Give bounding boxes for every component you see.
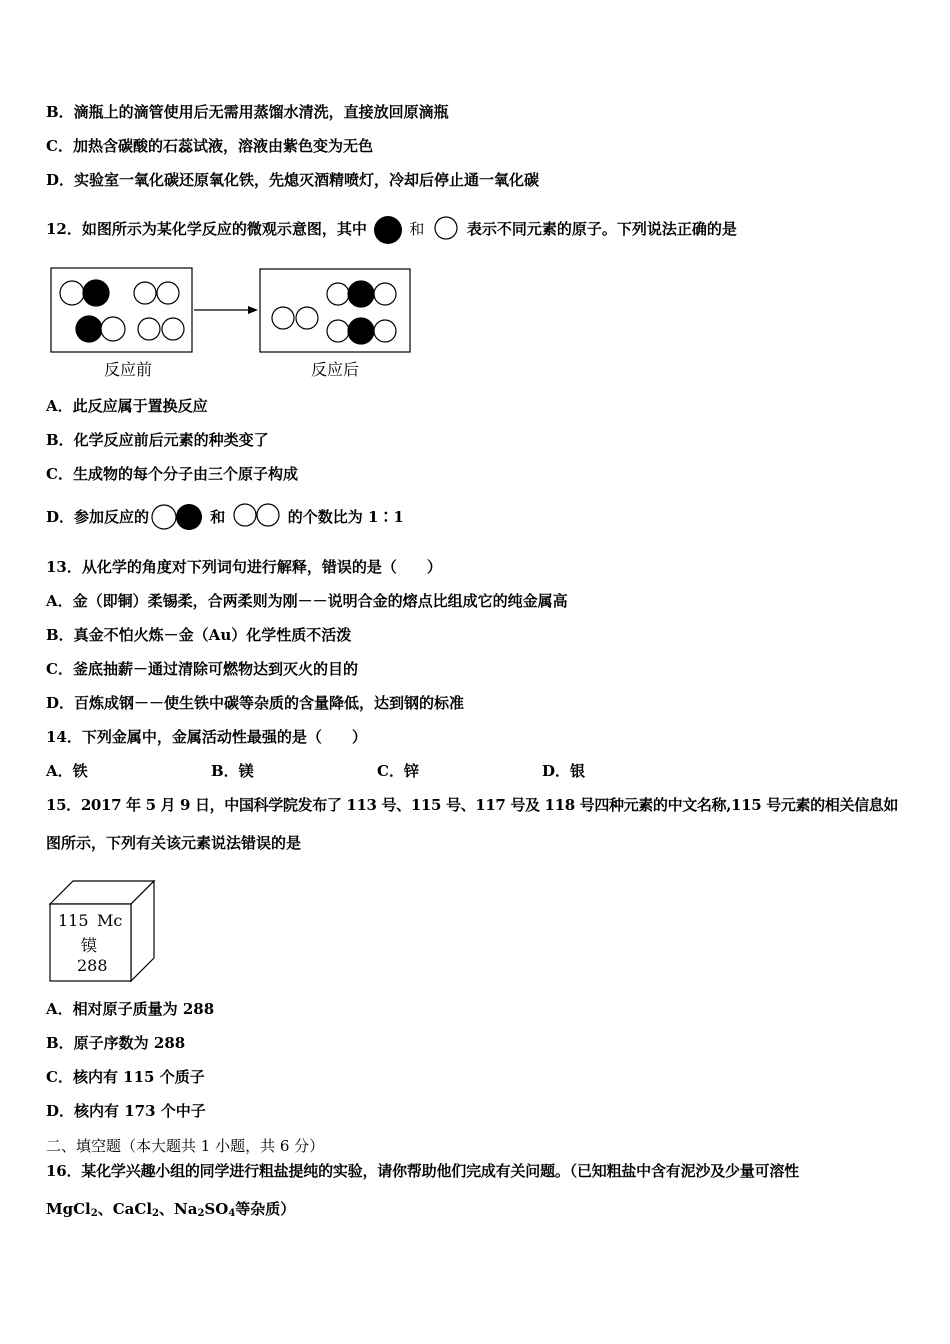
q12-option-c: C．生成物的每个分子由三个原子构成 [46,465,298,483]
molecule-white-black-icon [149,503,205,533]
q15-option-a: A．相对原子质量为 288 [46,1000,215,1018]
q12-stem [46,214,737,246]
q11-option-d: D．实验室一氧化碳还原氧化铁，先熄灭酒精喷灯，冷却后停止通一氧化碳 [46,171,540,189]
q12-option-d [46,502,404,533]
q13-option-b: B．真金不怕火炼－金（Au）化学性质不活泼 [46,626,352,644]
q14-option-b: B．镁 [211,762,254,780]
q13-option-d: D．百炼成钢－－使生铁中碳等杂质的含量降低，达到钢的标准 [46,694,465,712]
q16-tail: 等杂质） [235,1200,296,1218]
q11-option-b: B．滴瓶上的滴管使用后无需用蒸馏水清洗，直接放回原滴瓶 [46,103,449,121]
formula-cacl2: CaCl$_2$ [112,1200,159,1219]
reaction-diagram [48,266,413,356]
element-name: 镆 [81,936,98,955]
q15-stem-line2: 图所示，下列有关该元素说法错误的是 [46,834,302,852]
element-atomic-number: 115 [58,911,89,930]
element-atomic-mass: 288 [77,956,108,975]
q16-stem-line2: MgCl$_2$、CaCl$_2$、$Na_2SO_4$等杂质） [46,1200,296,1219]
q11-option-c: C．加热含碳酸的石蕊试液，溶液由紫色变为无色 [46,137,373,155]
q14-stem: 14．下列金属中，金属活动性最强的是（ ） [46,728,367,746]
label-before-reaction: 反应前 [104,360,153,379]
q12-stem-part2: 表示不同元素的原子。下列说法正确的是 [466,220,737,238]
q13-option-a: A．金（即铜）柔锡柔，合两柔则为刚－－说明合金的熔点比组成它的纯金属高 [46,592,568,610]
section-title: 二、填空题（本大题共 1 小题，共 6 分） [46,1137,325,1155]
q13-stem: 13．从化学的角度对下列词句进行解释，错误的是（ ） [46,558,442,576]
q12-option-d-suffix: 的个数比为 1∶1 [287,508,404,526]
white-atom-icon [430,214,462,246]
formula-mgcl2: MgCl$_2$ [46,1200,98,1219]
molecule-white-white-icon [231,503,283,533]
q15-option-d: D．核内有 173 个中子 [46,1102,206,1120]
label-after-reaction: 反应后 [311,360,360,379]
q16-stem-line1: 16．某化学兴趣小组的同学进行粗盐提纯的实验，请你帮助他们完成有关问题。（已知粗盐中含有泥沙及少量可溶性 [46,1162,799,1180]
q15-option-c: C．核内有 115 个质子 [46,1068,205,1086]
formula-na2so4: $Na_2SO_4$ [174,1200,236,1219]
q12-stem-and: 和 [409,220,425,238]
q12-stem-part1: 12．如图所示为某化学反应的微观示意图，其中 [46,220,367,238]
q12-option-a: A．此反应属于置换反应 [46,397,208,415]
q15-stem-line1: 15．2017 年 5 月 9 日，中国科学院发布了 113 号、115 号、117 号及 118 号四种元素的中文名称,115 号元素的相关信息如 [46,796,899,814]
q13-option-c: C．釜底抽薪－通过清除可燃物达到灭火的目的 [46,660,358,678]
q12-option-d-prefix: D．参加反应的 [46,508,150,526]
q14-option-a: A．铁 [46,762,88,780]
q12-option-b: B．化学反应前后元素的种类变了 [46,431,269,449]
q14-option-c: C．锌 [377,762,419,780]
element-cube [48,878,158,984]
black-atom-icon [372,214,404,246]
q15-option-b: B．原子序数为 288 [46,1034,186,1052]
after-molecules [272,281,396,344]
element-symbol: Mc [97,911,123,930]
before-molecules [60,280,184,342]
q14-option-d: D．银 [542,762,586,780]
q12-option-d-and: 和 [210,508,226,526]
